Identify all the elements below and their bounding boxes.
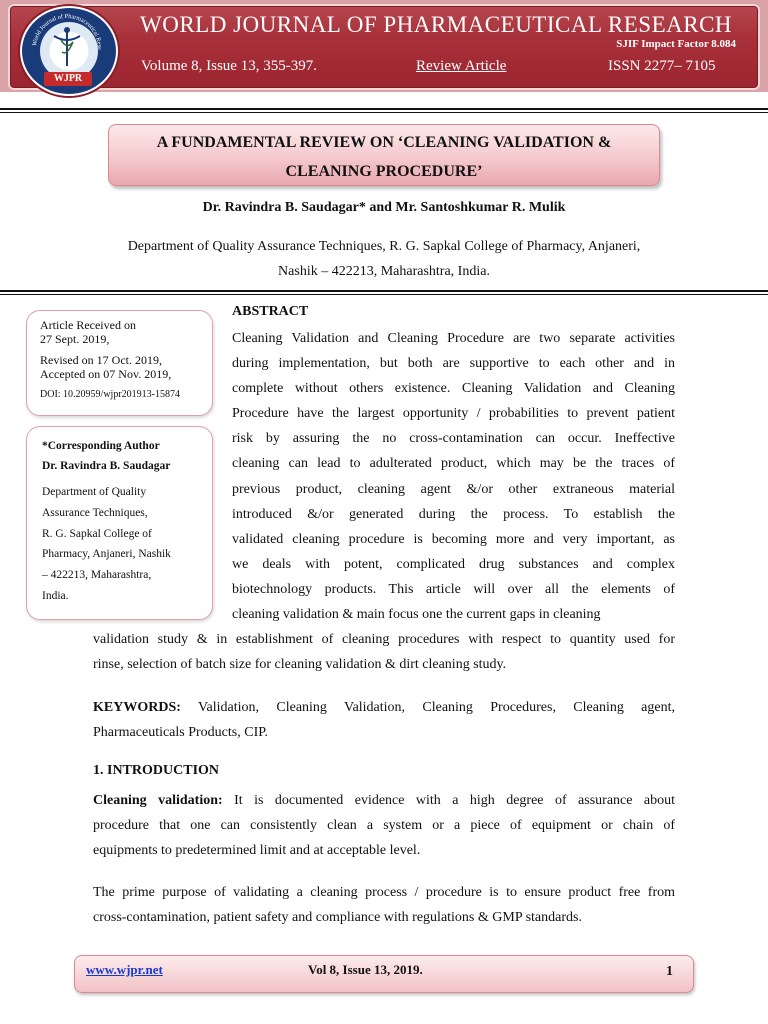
article-title [108,128,660,186]
journal-title: WORLD JOURNAL OF PHARMACEUTICAL RESEARCH [140,12,733,37]
abstract-continuation [93,627,675,677]
introduction-heading: 1. INTRODUCTION [93,763,220,778]
address-line: Department of Quality [42,486,147,498]
issn: ISSN 2277– 7105 [608,58,716,74]
cv-label: Cleaning validation: [93,793,223,808]
cv-line: It is documented evidence with a high degree of assurance about [234,793,675,808]
title-line: CLEANING PROCEDURE’ [285,163,483,180]
keywords-line: Pharmaceuticals Products, CIP. [93,725,268,740]
abstract-line: risk by assuring the no cross-contamination can occur. Ineffective [232,431,675,447]
abstract-line: previous product, cleaning agent &/or other extraneous material [232,481,675,497]
impact-factor: SJIF Impact Factor 8.084 [616,38,736,50]
abstract-line: introduced &/or generated during the process. To establish the [232,506,675,522]
logo-label: WJPR [44,72,92,86]
affiliation [80,234,688,284]
address-line: India. [42,589,69,602]
cleaning-validation-paragraph [93,788,675,863]
divider [0,112,768,113]
corresponding-label: *Corresponding Author [42,440,160,452]
page-number: 1 [666,964,673,979]
keywords [93,695,675,745]
address-line: R. G. Sapkal College of [42,527,152,540]
authors: Dr. Ravindra B. Saudagar* and Mr. Santoshkumar R. Mulik [202,200,566,215]
keywords-label: KEYWORDS: [93,700,181,715]
logo-ring-text: World Journal of Pharmaceutical Rese [31,12,104,50]
received-label: Article Received on [40,318,136,332]
abstract-line: Procedure have the largest opportunity / probabilities to prevent patient [232,406,675,422]
affiliation-line: Department of Quality Assurance Techniques, R. G. Sapkal College of Pharmacy, Anjaneri, [127,239,641,254]
abstract-line: during implementation, but both are supportive to each other and in [232,356,675,372]
abstract-line: we deals with potent, complicated drug substances and complex [232,556,675,572]
corresponding-name: Dr. Ravindra B. Saudagar [42,460,171,472]
cv-line: equipments to predetermined limit and at acceptable level. [93,843,421,858]
abstract-line: Cleaning Validation and Cleaning Procedure are two separate activities [232,331,675,346]
divider [0,290,768,292]
received-date: 27 Sept. 2019, [40,332,110,346]
corresponding-address [42,482,171,607]
revised-date: Revised on 17 Oct. 2019, [40,353,162,367]
address-line: Assurance Techniques, [42,506,148,519]
abstract-heading: ABSTRACT [232,304,309,319]
divider [0,294,768,295]
affiliation-line: Nashik – 422213, Maharashtra, India. [278,264,490,279]
volume-info: Volume 8, Issue 13, 355-397. [141,58,317,74]
accepted-date: Accepted on 07 Nov. 2019, [40,367,172,381]
prime-purpose-paragraph [93,880,675,930]
footer-volume: Vol 8, Issue 13, 2019. [308,962,423,977]
title-line: A FUNDAMENTAL REVIEW ON ‘CLEANING VALIDATION & [156,134,612,151]
prime-line: The prime purpose of validating a cleaning process / procedure is to ensure product free from [93,885,675,900]
doi: DOI: 10.20959/wjpr201913-15874 [40,389,180,400]
cv-line: procedure that one can consistently clean a system or a piece of equipment or chain of [93,818,675,833]
abstract-line: cleaning can lead to adulterated product, which may be the traces of [232,456,675,472]
abstract-line: cleaning validation & main focus one the current gaps in cleaning [232,607,601,623]
abstract-line: validation study & in establishment of cleaning procedures with respect to quantity used for [93,632,675,647]
abstract-text [232,326,675,627]
address-line: Pharmacy, Anjaneri, Nashik [42,548,171,561]
prime-line: cross-contamination, patient safety and compliance with regulations & GMP standards. [93,910,582,925]
journal-website-link[interactable]: www.wjpr.net [86,962,163,977]
article-type: Review Article [416,58,507,74]
keywords-line: Validation, Cleaning Validation, Cleaning Procedures, Cleaning agent, [198,700,675,715]
abstract-line: validated cleaning procedure is becoming more and very important, as [232,531,675,547]
divider [0,108,768,110]
address-line: – 422213, Maharashtra, [42,569,152,582]
abstract-line: biotechnology products. This article will over all the elements of [232,581,675,597]
abstract-line: complete without others existence. Cleaning Validation and Cleaning [232,381,675,397]
abstract-line: rinse, selection of batch size for cleaning validation & dirt cleaning study. [93,657,507,672]
